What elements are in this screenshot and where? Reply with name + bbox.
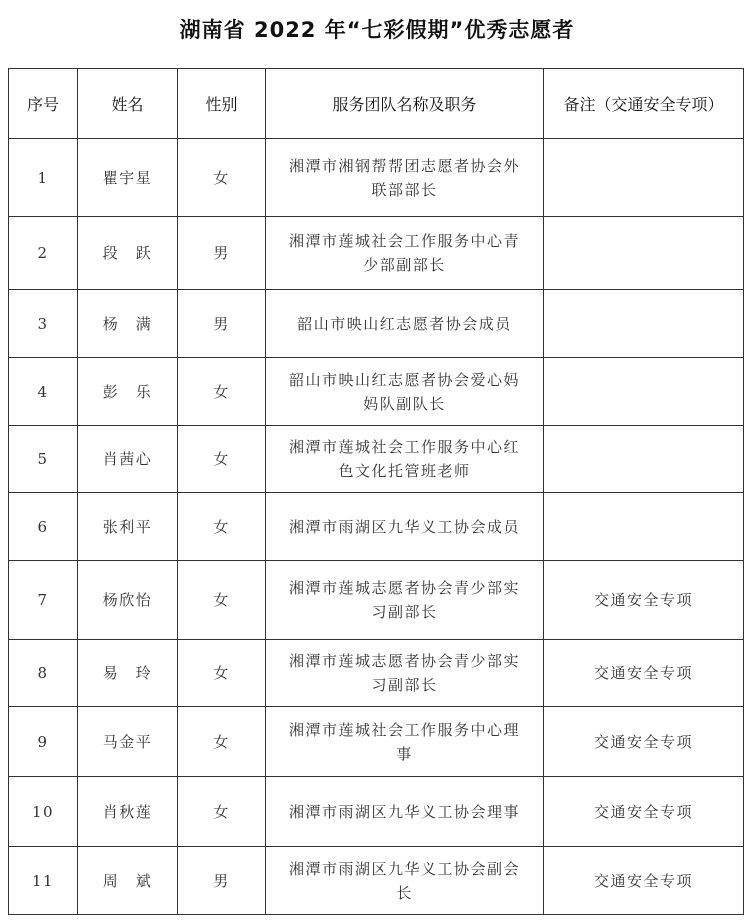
remark	[544, 139, 744, 217]
team-cell	[266, 640, 544, 707]
team-cell	[266, 426, 544, 493]
table-row	[9, 426, 744, 493]
volunteer-name: 易 玲	[78, 640, 178, 707]
team-cell	[266, 847, 544, 915]
volunteer-gender: 女	[178, 561, 266, 640]
row-number: 5	[9, 426, 78, 493]
volunteer-gender: 男	[178, 290, 266, 358]
row-number: 6	[9, 493, 78, 561]
remark	[544, 358, 744, 426]
team-cell	[266, 217, 544, 290]
volunteer-name: 肖茜心	[78, 426, 178, 493]
volunteer-name: 瞿宇星	[78, 139, 178, 217]
volunteer-gender: 女	[178, 426, 266, 493]
table-row	[9, 640, 744, 707]
row-number: 9	[9, 707, 78, 777]
header-no: 序号	[9, 69, 78, 139]
remark	[544, 290, 744, 358]
team-and-role: 湘潭市雨湖区九华义工协会理事	[288, 802, 520, 821]
table-row	[9, 358, 744, 426]
row-number: 1	[9, 139, 78, 217]
volunteer-name: 杨 满	[78, 290, 178, 358]
volunteer-gender: 女	[178, 707, 266, 777]
row-number: 8	[9, 640, 78, 707]
table-row	[9, 139, 744, 217]
header-note: 备注（交通安全专项）	[544, 69, 744, 139]
row-number: 11	[9, 847, 78, 915]
team-and-role: 湘潭市雨湖区九华义工协会副会长	[288, 859, 520, 902]
team-and-role: 韶山市映山红志愿者协会爱心妈妈队副队长	[288, 370, 520, 413]
volunteer-name: 段 跃	[78, 217, 178, 290]
table-row	[9, 290, 744, 358]
volunteer-gender: 男	[178, 847, 266, 915]
team-and-role: 湘潭市莲城社会工作服务中心理事	[288, 720, 520, 763]
team-cell	[266, 777, 544, 847]
volunteer-name: 张利平	[78, 493, 178, 561]
team-and-role: 湘潭市雨湖区九华义工协会成员	[288, 517, 520, 536]
remark	[544, 493, 744, 561]
team-and-role: 湘潭市湘钢帮帮团志愿者协会外联部部长	[288, 156, 520, 199]
page-title: 湖南省 2022 年“七彩假期”优秀志愿者	[179, 18, 575, 42]
remark	[544, 217, 744, 290]
team-cell	[266, 290, 544, 358]
remark: 交通安全专项	[544, 777, 744, 847]
row-number: 4	[9, 358, 78, 426]
team-and-role: 韶山市映山红志愿者协会成员	[297, 314, 512, 333]
team-and-role: 湘潭市莲城社会工作服务中心青少部副部长	[288, 232, 520, 274]
volunteer-name: 杨欣怡	[78, 561, 178, 640]
remark: 交通安全专项	[544, 561, 744, 640]
remark: 交通安全专项	[544, 707, 744, 777]
header-gender: 性别	[178, 69, 266, 139]
volunteer-gender: 女	[178, 777, 266, 847]
remark	[544, 426, 744, 493]
team-cell	[266, 707, 544, 777]
table-row	[9, 217, 744, 290]
volunteer-name: 马金平	[78, 707, 178, 777]
row-number: 10	[9, 777, 78, 847]
volunteer-name: 周 斌	[78, 847, 178, 915]
team-cell	[266, 493, 544, 561]
table-row	[9, 847, 744, 915]
volunteer-table	[8, 68, 744, 915]
row-number: 3	[9, 290, 78, 358]
volunteer-name: 肖秋莲	[78, 777, 178, 847]
table-row	[9, 561, 744, 640]
remark: 交通安全专项	[544, 640, 744, 707]
row-number: 7	[9, 561, 78, 640]
header-name: 姓名	[78, 69, 178, 139]
header-team: 服务团队名称及职务	[266, 69, 544, 139]
volunteer-name: 彭 乐	[78, 358, 178, 426]
table-row	[9, 777, 744, 847]
team-and-role: 湘潭市莲城志愿者协会青少部实习副部长	[288, 652, 520, 694]
row-number: 2	[9, 217, 78, 290]
team-and-role: 湘潭市莲城社会工作服务中心红色文化托管班老师	[288, 438, 520, 480]
team-cell	[266, 561, 544, 640]
team-cell	[266, 139, 544, 217]
table-row	[9, 493, 744, 561]
team-and-role: 湘潭市莲城志愿者协会青少部实习副部长	[288, 579, 520, 621]
table-header-row	[9, 69, 744, 139]
volunteer-gender: 男	[178, 217, 266, 290]
volunteer-gender: 女	[178, 139, 266, 217]
team-cell	[266, 358, 544, 426]
table-row	[9, 707, 744, 777]
volunteer-gender: 女	[178, 493, 266, 561]
remark: 交通安全专项	[544, 847, 744, 915]
volunteer-gender: 女	[178, 640, 266, 707]
volunteer-gender: 女	[178, 358, 266, 426]
